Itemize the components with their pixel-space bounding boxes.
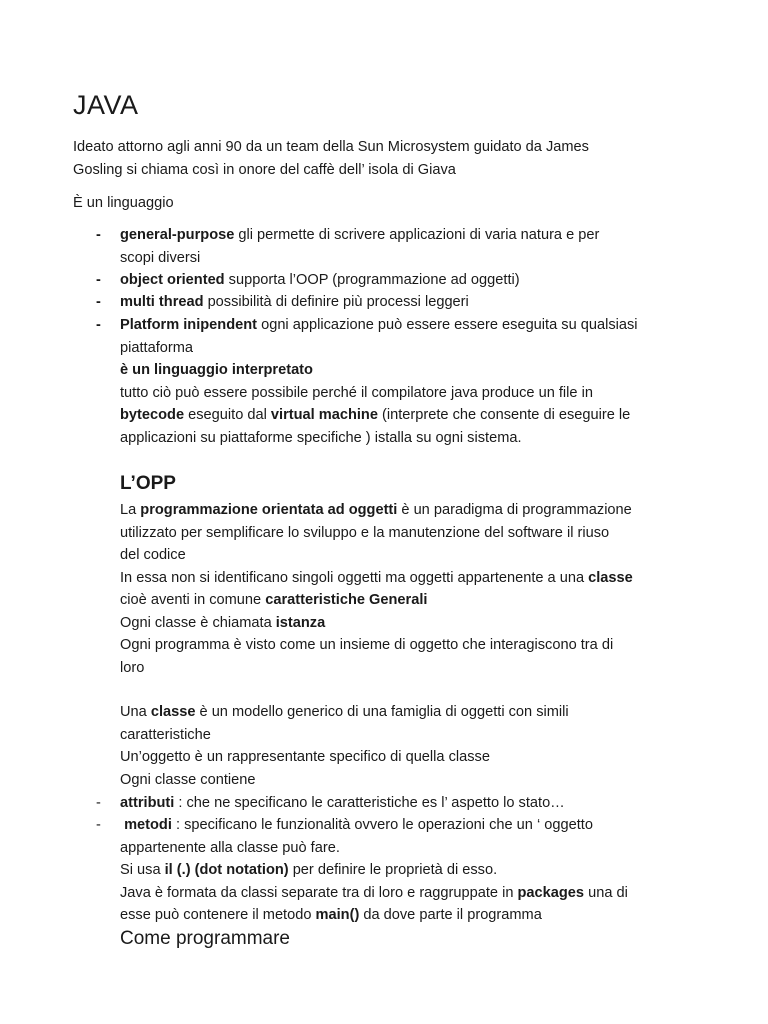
bullet-dash: - (96, 317, 101, 333)
feature-item-object-oriented: object oriented supporta l’OOP (programmazione ad oggetti) (120, 272, 520, 288)
member-item-attributi: attributi : che ne specificano le caratteristiche es l’ aspetto lo stato… (120, 795, 565, 811)
intro-line-1: Ideato attorno agli anni 90 da un team della Sun Microsystem guidato da James (73, 139, 589, 155)
bullet-dash: - (96, 795, 101, 811)
feature-item-multi-thread: multi thread possibilità di definire più processi leggeri (120, 294, 469, 310)
opp-heading: L’OPP (120, 473, 176, 494)
intro-line-2: Gosling si chiama così in onore del caffè dell’ isola di Giava (73, 161, 456, 178)
come-programmare-heading: Come programmare (120, 928, 290, 949)
dot-notation-paragraph: Si usa il (.) (dot notation) per definire le proprietà di esso. Java è formata da classi separate tra di loro e raggruppate in packages una di esse può contenere il metodo main() da dove parte il programma (120, 862, 628, 923)
bullet-dash: - (96, 294, 101, 310)
intro-paragraph (73, 136, 713, 181)
member-item-metodi: metodi : specificano le funzionalità ovvero le operazioni che un ‘ oggetto appartenente alla classe può fare. (120, 817, 593, 856)
document-title: JAVA (73, 90, 139, 120)
bullet-dash: - (96, 272, 101, 288)
bullet-dash: - (96, 227, 101, 243)
linguaggio-line: È un linguaggio (73, 195, 174, 211)
opp-paragraph: La programmazione orientata ad oggetti è un paradigma di programmazione utilizzato per semplificare lo sviluppo e la manutenzione del software il riuso del codice In essa non si identificano singoli oggetti ma oggetti appartenente a una classe cioè aventi in comune caratteristiche Generali Ogni classe è chiamata istanza Ogni programma è visto come un insieme di oggetto che interagiscono tra di loro (120, 502, 633, 676)
feature-item-general-purpose: general-purpose gli permette di scrivere applicazioni di varia natura e per scopi diversi (120, 227, 600, 266)
feature-item-platform: Platform inipendent ogni applicazione può essere essere eseguita su qualsiasi piattaforma (120, 317, 638, 356)
classe-paragraph: Una classe è un modello generico di una famiglia di oggetti con simili caratteristiche Un’oggetto è un rappresentante specifico di quella classe Ogni classe contiene (120, 704, 569, 788)
interpretato-block: è un linguaggio interpretato tutto ciò può essere possibile perché il compilatore java produce un file in bytecode eseguito dal virtual machine (interprete che consente di eseguire le applicazioni su piattaforme specifiche ) istalla su ogni sistema. (120, 362, 631, 446)
bullet-dash: - (96, 817, 101, 833)
